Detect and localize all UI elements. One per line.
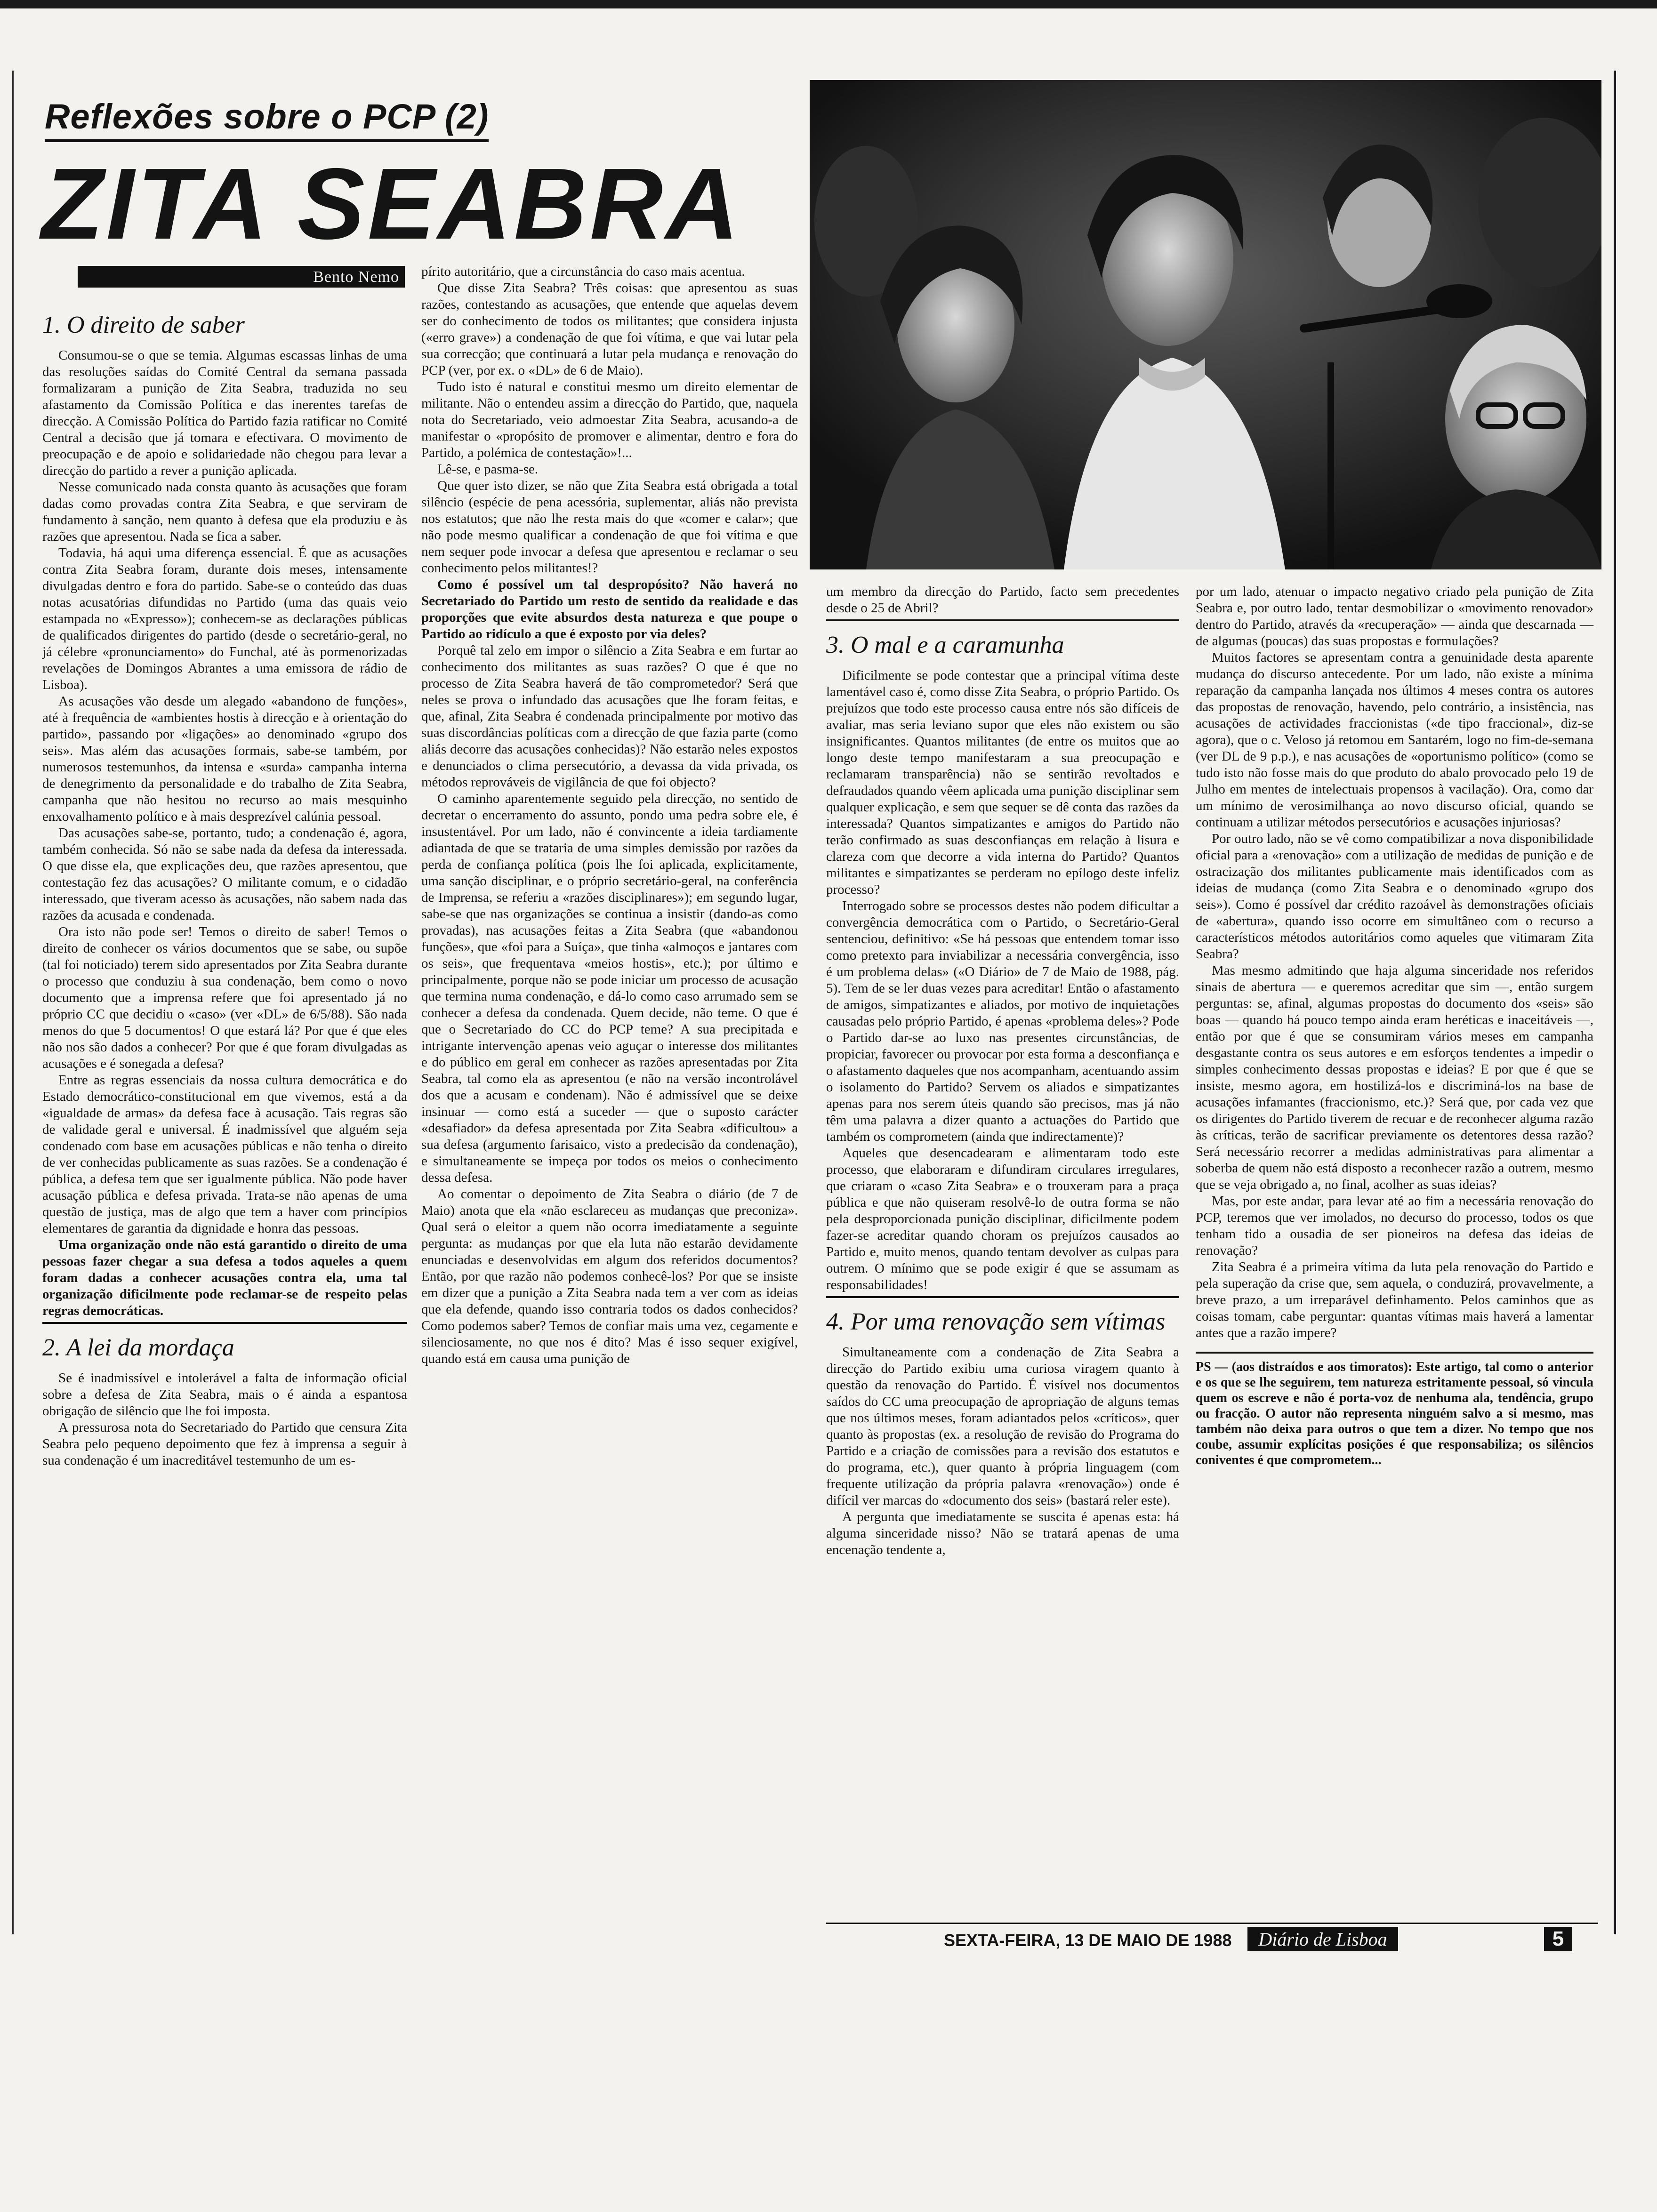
paragraph: Aqueles que desencadearam e alimentaram todo este processo, que elaboraram e difundiram circulares irregulares, que criaram o «caso Zita Seabra» e o trouxeram para a praça pública e que não quiseram resolvê-lo de outra forma se não pela desproporcionada punição disciplinar, dificilmente podem fazer-se acreditar quando choram os prejuízos causados ao Partido e, muito menos, quando tentam devolver as culpas para outrem. O mínimo que se pode exigir é que se assumam as responsabilidades! (826, 1146, 1179, 1292)
paragraph: Ao comentar o depoimento de Zita Seabra o diário (de 7 de Maio) anota que ela «não esclareceu as mudanças que preconiza». Qual será o eleitor a quem não ocorra imediatamente a seguinte pergunta: as mudanças por que ela luta não estarão devidamente enunciadas e desenvolvidas em algum dos referidos documentos? Então, por que razão não podemos conhecê-los? Por que se insiste em dizer que a punição a Zita Seabra nada tem a ver com as ideias que ela defende, quando isso contraria todos os dados conhecidos? Como podemos saber? Temos de confiar mais uma vez, cegamente e silenciosamente, no que nos é dito? Mas é isso sequer exigível, quando está em causa uma punição de (421, 1186, 798, 1366)
paragraph-bold: Como é possível um tal despropósito? Não haverá no Secretariado do Partido um resto de sentido da realidade e das proporções que evite absurdos desta natureza e que poupe o Partido ao ridículo a que é exposto por via deles? (421, 577, 798, 641)
paragraph: Zita Seabra é a primeira vítima da luta pela renovação do Partido e pela superação da crise que, sem aquela, o conduzirá, provavelmente, a breve prazo, a um irreparável definhamento. Pelos caminhos que as coisas tomam, cabe perguntar: quantas vítimas mais haverá a lamentar antes que a razão impere? (1196, 1259, 1593, 1340)
column-2 (421, 264, 798, 1901)
column-3 (826, 584, 1179, 1901)
paragraph: Mas, por este andar, para levar até ao fim a necessária renovação do PCP, teremos que ver imolados, no decurso do processo, todos os que tenham tido a ousadia de ser pioneiros na defesa das ideias de renovação? (1196, 1194, 1593, 1258)
paragraph: O caminho aparentemente seguido pela direcção, no sentido de decretar o encerramento do assunto, pondo uma pedra sobre ele, é insustentável. Por um lado, não é convincente a ideia tardiamente adiantada de que se trataria de uma simples demissão por razões da perda de confiança política (pois lhe foi aplicada, explicitamente, uma sanção disciplinar, e o próprio secretário-geral, na conferência de Imprensa, se referiu a «razões disciplinares»); em segundo lugar, sabe-se que nas organizações se continua a insistir (dando-as como provadas), nas acusações feitas a Zita Seabra (que «abandonou funções», que «foi para a Suíça», que tinha «almoços e jantares com os seis», que frequentava «meios hostis», etc.); por último e principalmente, porque não se pode iniciar um processo de acusação que termina numa condenação, e dá-lo como caso arrumado sem se conhecer a defesa da condenada. Quem decide, não teme. O que é que o Secretariado do CC do PCP teme? A sua precipitada e intrigante intervenção apenas veio aguçar o interesse dos militantes e do público em geral em conhecer as razões apresentadas por Zita Seabra, tal como ela as apresentou (e não na versão incontrolável dos que a acusam e condenam). Não é admissível que se deixe insinuar — como está a suceder — que o suposto carácter «desafiador» da defesa apresentada por Zita Seabra «dificultou» a sua defesa (argumento farisaico, visto a predecisão da condenação), e simultaneamente se impeça por todos os meios o conhecimento dessa defesa. (421, 791, 798, 1185)
paragraph: Mas mesmo admitindo que haja alguma sinceridade nos referidos sinais de abertura — e queremos acreditar que sim —, então surgem perguntas: se, afinal, algumas propostas do documento dos «seis» são boas — quando há pouco tempo ainda eram heréticas e inaceitáveis —, então por que é que se consumiram vários meses em campanha desgastante contra os seus autores e em esforços tendentes a impedir o simples conhecimento dessas propostas e ideias? E por que é que se insiste, mesmo agora, em hostilizá-los e discriminá-los na base de acusações infamantes (fraccionismo, etc.)? Será que, por cada vez que os dirigentes do Partido tiverem de recuar e de reconhecer alguma razão às críticas, terão de sacrificar previamente os detentores dessa razão? Será necessário recorrer a medidas administrativas para alimentar a soberba de quem não está disposto a reconhecer razão a outrem, mesmo que se veja obrigado a, no final, acolher as suas ideias? (1196, 963, 1593, 1192)
top-border-rule (0, 0, 1657, 8)
paragraph: Tudo isto é natural e constitui mesmo um direito elementar de militante. Não o entendeu assim a direcção do Partido, que, naquela nota do Secretariado, veio admoestar Zita Seabra, acusando-a de manifestar o «propósito de promover e alimentar, dentro e fora do Partido, a polémica de contestação»!... (421, 379, 798, 460)
paragraph: Interrogado sobre se processos destes não podem dificultar a convergência democrática com o Partido, o Secretário-Geral sentenciou, definitivo: «Se há pessoas que entendem tomar isso como pretexto para inviabilizar a necessária convergência, isso é um problema delas» («O Diário» de 7 de Maio de 1988, pág. 5). Tem de se ler duas vezes para acreditar! Então o afastamento de amigos, simpatizantes e aliados, por motivo de inquietações causadas pelo próprio Partido, é apenas «problema deles»? Pode o Partido dar-se ao luxo nas presentes circunstâncias, de propiciar, favorecer ou provocar por esta forma a desconfiança e o afastamento daqueles que nos acompanham, acentuando assim o isolamento do Partido? Servem os aliados e simpatizantes apenas para nos serem úteis quando são precisos, mas já não têm uma palavra a dizer quanto a actuações do Partido que também os comprometem (ainda que indirectamente)? (826, 898, 1179, 1144)
postscript: PS — (aos distraídos e aos timoratos): Este artigo, tal como o anterior e os que se lhe seguirem, tem natureza estritamente pessoal, só vincula quem os escreve e não é porta-voz de nenhuma ala, tendência, grupo ou fracção. O autor não representa ninguém salvo a si mesmo, mas também não deixa para outros o que tem a dizer. No tempo que nos coube, assumir explícitas posições é que responsabiliza; os silêncios coniventes é que comprometem... (1196, 1360, 1593, 1467)
paragraph: Que disse Zita Seabra? Três coisas: que apresentou as suas razões, contestando as acusações, que entende que aquelas devem ser do conhecimento de todos os militantes; que considera injusta («erro grave») a condenação de que foi vítima, e que vai lutar pela sua correcção; que continuará a lutar pela mudança e renovação do PCP (ver, por ex. o «DL» de 6 de Maio). (421, 281, 798, 378)
paragraph: Nesse comunicado nada consta quanto às acusações que foram dadas como provadas contra Zita Seabra, e que serviram de fundamento à sanção, nem quanto à defesa que ela produziu e às razões que apresentou. Nada se fica a saber. (42, 480, 407, 544)
series-kicker: Reflexões sobre o PCP (2) (45, 96, 489, 142)
section-heading-2: 2. A lei da mordaça (42, 1334, 234, 1361)
photo-illustration (810, 80, 1601, 569)
paragraph: Porquê tal zelo em impor o silêncio a Zita Seabra e em furtar ao conhecimento dos militantes as suas razões? O que é que no processo de Zita Seabra haverá de tão comprometedor? Será que neles se prova o infundado das acusações que lhe foram feitas, e que, afinal, Zita Seabra é condenada principalmente por motivo das suas discordâncias políticas com a direcção de que fazia parte (como aliás decorre das acusações conhecidas)? Não estarão neles expostos e denunciados o clima persecutório, a devassa da vida privada, os métodos reprováveis de vigilância de que foi objecto? (421, 643, 798, 790)
paragraph: A pergunta que imediatamente se suscita é apenas esta: há alguma sinceridade nisso? Não se tratará apenas de uma encenação tendente a, (826, 1509, 1179, 1557)
section-heading-1: 1. O direito de saber (42, 312, 245, 338)
paragraph: um membro da direcção do Partido, facto sem precedentes desde o 25 de Abril? (826, 584, 1179, 616)
section-divider (826, 1296, 1179, 1298)
article-headline: ZITA SEABRA (41, 147, 742, 260)
paragraph: Dificilmente se pode contestar que a principal vítima deste lamentável caso é, como disse Zita Seabra, o próprio Partido. Os prejuízos que todo este processo causa entre nós são difíceis de avaliar, mas seria leviano supor que eles não existem ou são insignificantes. Quantos militantes (de entre os muitos que ao longo deste tempo manifestaram a sua preocupação e reclamaram transparência) não se sentirão revoltados e defraudados quando vêem aplicada uma punição disciplinar sem qualquer explicação, e sem que sequer se dê conta das razões da interessada? Quantos simpatizantes e amigos do Partido não terão confirmado as suas desconfianças em relação à lisura e clareza com que decorre a vida interna do Partido? Quantos militantes e simpatizantes se perderam no epílogo deste infeliz processo? (826, 668, 1179, 897)
article-photo (810, 80, 1601, 569)
postscript-box (1196, 1352, 1593, 1468)
paragraph: Muitos factores se apresentam contra a genuinidade desta aparente mudança do discurso antecedente. Por um lado, não existe a mínima reparação da campanha lançada nos últimos 4 meses contra os autores das propostas de renovação, havendo, pelo contrário, a insistência, nas acusações de actividades fraccionistas («de tipo fraccional», diz-se agora), que o c. Veloso já retomou em Santarém, logo no fim-de-semana (ver DL de 9 p.p.), e nas acusações de «oportunismo político» (como se tudo isto não fosse mais do que produto do abalo provocado pelo 19 de Julho em mentes de intelectuais propensos à vacilação). Ora, como dar um mínimo de verosimilhança ao novo discurso oficial, quando se continuam a utilizar métodos persecutórios e acusações injuriosas? (1196, 650, 1593, 830)
column-1 (42, 301, 407, 1901)
paragraph: Se é inadmissível e intolerável a falta de informação oficial sobre a defesa de Zita Seabra, mais o é ainda a espantosa obrigação de silêncio que lhe foi imposta. (42, 1370, 407, 1419)
paragraph: As acusações vão desde um alegado «abandono de funções», até à frequência de «ambientes hostis à direcção e à orientação do partido», passando por «ligações» ao denominado «grupo dos seis». Mas além das acusações formais, sabe-se também, por numerosos testemunhos, da intensa e «surda» campanha interna de denegrimento da personalidade e do trabalho de Zita Seabra, campanha que não hesitou no recurso ao mais mesquinho enxovalhamento político e à mais desprezível calúnia pessoal. (42, 694, 407, 824)
paragraph: por um lado, atenuar o impacto negativo criado pela punição de Zita Seabra e, por outro lado, tentar desmobilizar o «movimento renovador» dentro do Partido, através da «recuperação» — ainda que descarnada — de algumas (poucas) das suas propostas e formulações? (1196, 584, 1593, 649)
left-column-rule (12, 71, 14, 1934)
paragraph: Por outro lado, não se vê como compatibilizar a nova disponibilidade oficial para a «renovação» com a utilização de medidas de punição e de ostracização dos militantes publicamente mais identificados com as ideias de mudança (como Zita Seabra e o denominado «grupo dos seis»). Como é possível dar crédito razoável às demonstrações oficiais de «abertura», quando isso ocorre em simultâneo com o recurso a característicos métodos autoritários como aqueles que vitimaram Zita Seabra? (1196, 831, 1593, 962)
column-4 (1196, 584, 1593, 1901)
newspaper-name: Diário de Lisboa (1247, 1927, 1398, 1951)
section-heading-3: 3. O mal e a caramunha (826, 632, 1064, 658)
paragraph: Ora isto não pode ser! Temos o direito de saber! Temos o direito de conhecer os vários documentos que se sabe, ou supõe (tal foi noticiado) terem sido apresentados por Zita Seabra durante o processo que conduziu à sua condenação, bem como o novo documento que a imprensa refere que foi apresentado já no próprio CC que decidiu o «caso» (ver «DL» de 6/5/88). São nada menos do que 5 documentos! O que estará lá? Por que é que eles não nos são dados a conhecer? Por que é que foram divulgadas as acusações e é sonegada a defesa? (42, 924, 407, 1071)
paragraph: pírito autoritário, que a circunstância do caso mais acentua. (421, 264, 745, 279)
paragraph: Consumou-se o que se temia. Algumas escassas linhas de uma das resoluções saídas do Comité Central da semana passada formalizaram a punição de Zita Seabra, traduzida no seu afastamento da Comissão Política e das inerentes tarefas de direcção. A Comissão Política do Partido fazia ratificar no Comité Central a decisão que já tomara e efectivara. O movimento de preocupação e de apoio e solidariedade não chegou para levar a direcção do partido a rever a punição aplicada. (42, 348, 407, 478)
paragraph: A pressurosa nota do Secretariado do Partido que censura Zita Seabra pelo pequeno depoimento que fez à imprensa a seguir à sua condenação é um inacreditável testemunho de um es- (42, 1420, 407, 1468)
paragraph: Que quer isto dizer, se não que Zita Seabra está obrigada a total silêncio (espécie de pena acessória, suplementar, aliás não prevista nos estatutos; que não lhe resta mais do que «comer e calar»; que não pode mesmo qualificar a condenação de que foi vítima e que nem sequer pode invocar a defesa que apresentou e reclamar o seu conhecimento pelos militantes!? (421, 478, 798, 576)
right-edge-rule (1614, 71, 1616, 1934)
section-heading-4: 4. Por uma renovação sem vítimas (826, 1308, 1166, 1335)
paragraph-bold: Uma organização onde não está garantido o direito de uma pessoas fazer chegar a sua defesa a todos aqueles a quem foram dadas a conhecer acusações contra ela, uma tal organização dificilmente pode reclamar-se de respeito pelas regras democráticas. (42, 1237, 407, 1318)
paragraph: Todavia, há aqui uma diferença essencial. É que as acusações contra Zita Seabra foram, durante dois meses, intensamente divulgadas dentro e fora do partido. Sabe-se o conteúdo das duas notas acusatórias difundidas no Partido (uma das quais veio estampada no «Expresso»); conhecem-se as declarações públicas de qualificados dirigentes do partido (desde o secretário-geral, no já célebre «pronunciamento» do Funchal, até às pormenorizadas revelações de Domingos Abrantes a uma emissora de rádio de Lisboa). (42, 545, 407, 692)
byline: Bento Nemo (313, 268, 399, 286)
page-number: 5 (1544, 1927, 1572, 1951)
byline-bar (78, 266, 405, 288)
issue-date: SEXTA-FEIRA, 13 DE MAIO DE 1988 (944, 1931, 1232, 1950)
footer-rule (826, 1923, 1598, 1924)
paragraph-bold: Entre as regras essenciais da nossa cultura democrática e do Estado democrático-constitucional em que vivemos, está a da «igualdade de armas» da defesa face à acusação. Tais regras são de validade geral e universal. É inadmissível que alguém seja condenado com base em acusações públicas e não tenha o direito de ver conhecidas publicamente as suas razões. Se a condenação é pública, a defesa tem que ser igualmente pública. Não pode haver acusação pública e defesa privada. Trata-se não apenas de uma questão de justiça, mas de algo que tem a haver com princípios elementares de garantia da dignidade e honra das pessoas. (42, 1073, 407, 1236)
section-divider (826, 619, 1179, 621)
section-divider (42, 1322, 407, 1324)
paragraph: Das acusações sabe-se, portanto, tudo; a condenação é, agora, também conhecida. Só não se sabe nada da defesa da interessada. O que disse ela, que explicações deu, que razões apresentou, que contestação fez das acusações? O militante comum, e o cidadão interessado, que tiveram acesso às acusações, não sabem nada das razões da acusada e condenada. (42, 825, 407, 923)
paragraph: Lê-se, e pasma-se. (437, 462, 539, 477)
paragraph: Simultaneamente com a condenação de Zita Seabra a direcção do Partido exibiu uma curiosa viragem quanto à questão da renovação do Partido. É visível nos documentos saídos do CC uma preocupação de apropriação de alguns temas que nos últimos meses, foram adiantados pelos «críticos», quer quanto às propostas (ex. a resolução de revisão do Programa do Partido e a criação de comissões para a revisão dos estatutos e do programa, etc.), quer quanto à própria linguagem (com frequente utilização da própria palavra «renovação») onde é difícil ver marcas do «documento dos seis» (bastará reler este). (826, 1345, 1179, 1508)
